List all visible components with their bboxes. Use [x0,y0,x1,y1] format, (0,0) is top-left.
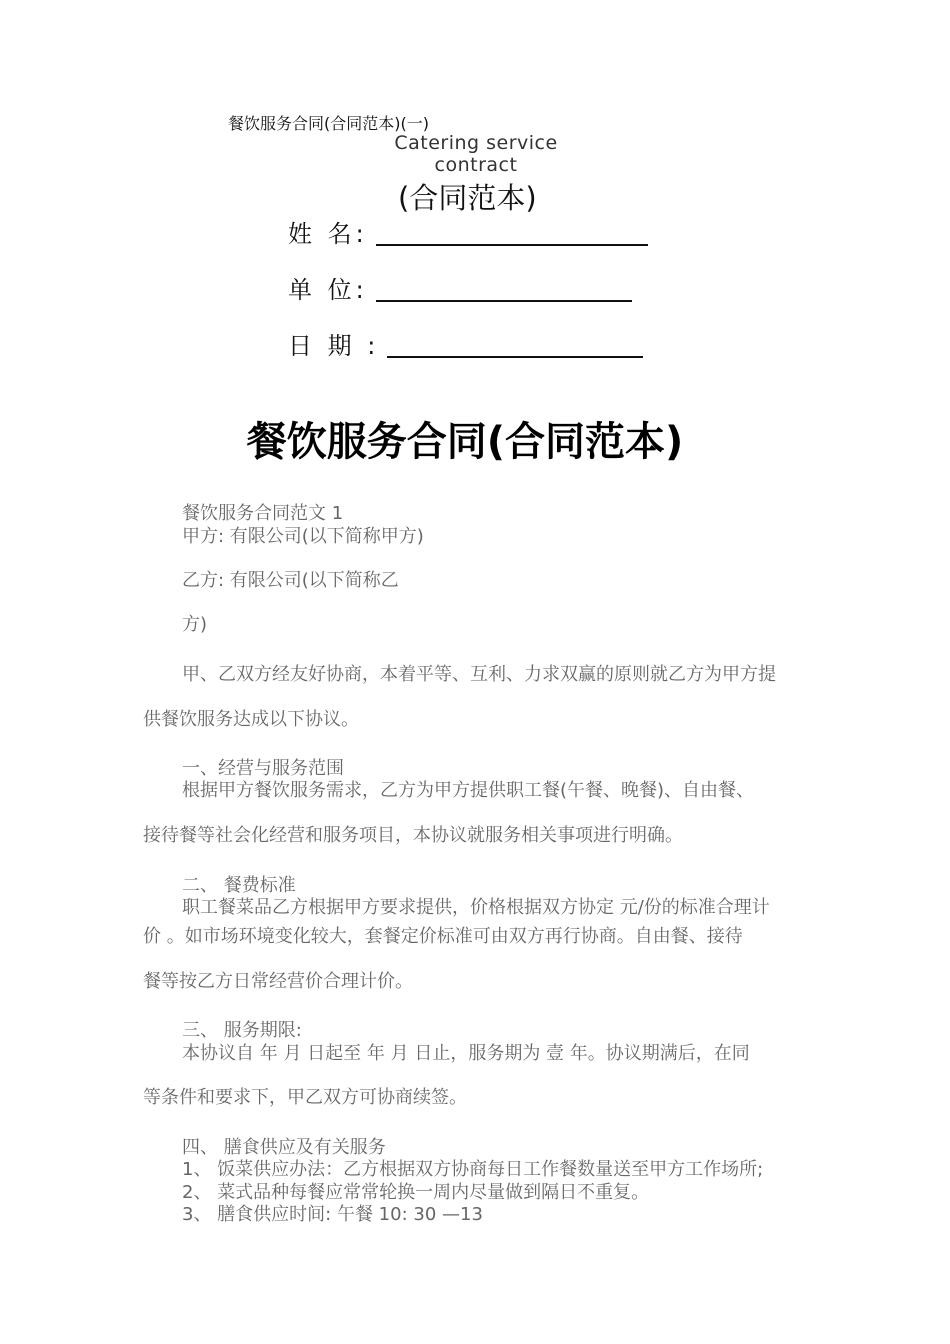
body-line: 供餐饮服务达成以下协议。 [143,709,359,730]
main-title: 餐饮服务合同(合同范本) [246,419,684,465]
body-line: 职工餐菜品乙方根据甲方要求提供，价格根据双方协定 元/份的标准合理计 [182,897,770,918]
section-heading: 三、 服务期限: [182,1020,302,1041]
body-line: 餐等按乙方日常经营价合理计价。 [143,971,413,992]
list-item: 3、 膳食供应时间: 午餐 10: 30 —13 [182,1204,483,1225]
body-line: 餐饮服务合同范文 1 [182,503,344,524]
list-item: 2、 菜式品种每餐应常常轮换一周内尽量做到隔日不重复。 [182,1182,650,1203]
body-line: 本协议自 年 月 日起至 年 月 日止，服务期为 壹 年。协议期满后，在同 [182,1043,750,1064]
unit-blank-line [376,299,632,302]
cover-subtitle: (合同范本) [398,181,537,215]
list-item: 1、 饭菜供应办法：乙方根据双方协商每日工作餐数量送至甲方工作场所; [182,1159,764,1180]
date-label: 日 期 : [288,332,380,360]
body-line: 价 。如市场环境变化较大，套餐定价标准可由双方再行协商。自由餐、接待 [143,926,743,947]
body-line: 等条件和要求下，甲乙双方可协商续签。 [143,1087,467,1108]
date-field [288,326,643,361]
body-line: 乙方: 有限公司(以下简称乙 [182,570,399,591]
unit-field [288,270,632,305]
body-line: 接待餐等社会化经营和服务项目，本协议就服务相关事项进行明确。 [143,825,683,846]
unit-label: 单 位: [288,276,368,304]
body-line: 甲、乙双方经友好协商，本着平等、互利、力求双赢的原则就乙方为甲方提 [182,664,776,685]
body-line: 根据甲方餐饮服务需求，乙方为甲方提供职工餐(午餐、晚餐)、自由餐、 [182,780,755,801]
name-field [288,214,648,249]
date-blank-line [387,355,643,358]
name-blank-line [376,243,648,246]
cover-english-title: Catering service contract [394,132,558,176]
section-heading: 一、经营与服务范围 [182,758,344,779]
name-label: 姓 名: [288,220,368,248]
body-line: 方) [182,614,208,635]
body-line: 甲方: 有限公司(以下简称甲方) [182,526,424,547]
section-heading: 二、 餐费标准 [182,875,296,896]
section-heading: 四、 膳食供应及有关服务 [182,1137,386,1158]
cover-small-title: 餐饮服务合同(合同范本)(一) [228,114,429,133]
